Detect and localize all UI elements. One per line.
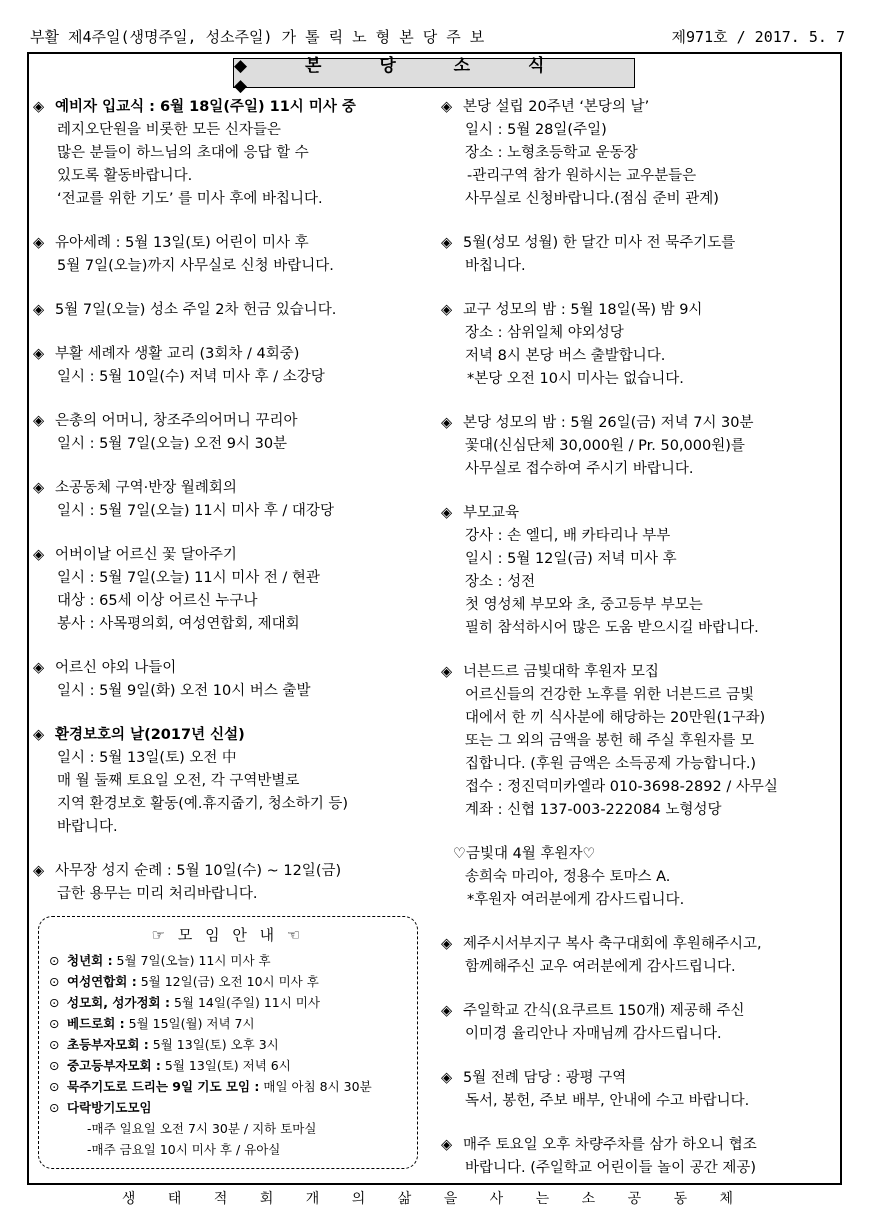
- notice-head: [33, 657, 433, 680]
- notice-line: 꽃대(신심단체 30,000원 / Pr. 50,000원)를: [465, 438, 745, 454]
- notice-line: 집합니다. (후원 금액은 소득공제 가능합니다.): [465, 756, 757, 772]
- right-notice-5: [441, 661, 836, 822]
- notice-line: 대에서 한 끼 식사분에 해당하는 20만원(1구좌): [465, 710, 766, 726]
- diamond-marker-icon: ◈: [33, 346, 45, 362]
- notice-title: 주일학교 간식(요쿠르트 150개) 제공해 주신: [463, 1003, 745, 1019]
- notice-line: 매 월 둘째 토요일 오전, 각 구역반별로: [57, 773, 300, 789]
- circle-bullet-icon: ⊙: [49, 1016, 60, 1031]
- meeting-time: 5월 12일(금) 오전 10시 미사 후: [136, 974, 319, 989]
- meeting-row: [39, 1097, 417, 1118]
- diamond-marker-icon: ◈: [33, 863, 45, 879]
- notice-title: 어버이날 어르신 꽃 달아주기: [55, 547, 237, 563]
- meeting-time: 5월 15일(월) 저녁 7시: [124, 1016, 255, 1031]
- right-notice-9: [441, 1067, 836, 1113]
- meeting-time: 5월 7일(오늘) 11시 미사 후: [112, 953, 271, 968]
- notice-head: [441, 502, 836, 525]
- notice-line: 강사 : 손 엘디, 배 카타리나 부부: [465, 528, 671, 544]
- notice-line: 또는 그 외의 금액을 봉헌 해 주실 후원자를 모: [465, 733, 754, 749]
- notice-title: 어르신 야외 나들이: [55, 660, 177, 676]
- left-notice-9: [33, 860, 433, 906]
- notice-line: 많은 분들이 하느님의 초대에 응답 할 수: [57, 145, 309, 161]
- notice-line: 일시 : 5월 13일(토) 오전 中: [57, 750, 237, 766]
- right-notice-0: [441, 96, 836, 211]
- notice-line: 이미경 율리안나 자매님께 감사드립니다.: [465, 1026, 722, 1042]
- section-title: ◆ 본 당 소 식 ◆: [233, 58, 635, 88]
- diamond-marker-icon: ◈: [441, 1137, 453, 1153]
- notice-line: 일시 : 5월 10일(수) 저녁 미사 후 / 소강당: [57, 369, 325, 385]
- notice-title: 본당 설립 20주년 ‘본당의 날’: [463, 99, 650, 115]
- left-notice-3: [33, 343, 433, 389]
- left-notice-1: [33, 232, 433, 278]
- left-notice-0: [33, 96, 433, 211]
- notice-title: 환경보호의 날(2017년 신설): [55, 727, 245, 743]
- meeting-name: 성모회, 성가정회 :: [67, 995, 170, 1010]
- meeting-name: 청년회 :: [67, 953, 113, 968]
- notice-line: 일시 : 5월 7일(오늘) 11시 미사 후 / 대강당: [57, 503, 334, 519]
- meeting-time: 5월 13일(토) 오후 3시: [148, 1037, 279, 1052]
- bulletin-header: [30, 26, 845, 48]
- notice-line: 첫 영성체 부모와 초, 중고등부 부모는: [465, 597, 703, 613]
- left-notice-4: [33, 410, 433, 456]
- notice-line: ‘전교를 위한 기도’ 를 미사 후에 바칩니다.: [57, 191, 323, 207]
- diamond-marker-icon: ◈: [441, 302, 453, 318]
- meeting-time: 5월 14일(주일) 11시 미사: [169, 995, 320, 1010]
- notice-line: 봉사 : 사목평의회, 여성연합회, 제대회: [57, 616, 300, 632]
- notice-line: 저녁 8시 본당 버스 출발합니다.: [465, 348, 666, 364]
- notice-line: 필히 참석하시어 많은 도움 받으시길 바랍니다.: [465, 620, 759, 636]
- meeting-name: 중고등부자모회 :: [67, 1058, 161, 1073]
- notice-title: 너븐드르 금빛대학 후원자 모집: [463, 664, 659, 680]
- meeting-name: 초등부자모회 :: [67, 1037, 149, 1052]
- notice-line: 계좌 : 신협 137-003-222084 노형성당: [465, 802, 722, 818]
- notice-head: [33, 477, 433, 500]
- notice-line: 장소 : 성전: [465, 574, 536, 590]
- footer-motto: 생 태 적 회 개 의 삶 을 사 는 소 공 동 체: [121, 1191, 748, 1207]
- diamond-marker-icon: ◈: [33, 99, 45, 115]
- notice-line: 장소 : 삼위일체 야외성당: [465, 325, 624, 341]
- meeting-row: [39, 971, 417, 992]
- meeting-row: [39, 1055, 417, 1076]
- notice-title: 유아세례 : 5월 13일(토) 어린이 미사 후: [55, 235, 309, 251]
- left-notice-7: [33, 657, 433, 703]
- meeting-subrow: -매주 일요일 오전 7시 30분 / 지하 토마실: [87, 1121, 317, 1136]
- heart-title: ♡금빛대 4월 후원자♡: [453, 846, 596, 862]
- notice-title: 부모교육: [463, 505, 520, 521]
- notice-title: 5월(성모 성월) 한 달간 미사 전 묵주기도를: [463, 235, 736, 251]
- left-notice-5: [33, 477, 433, 523]
- meeting-row: [39, 950, 417, 971]
- notice-title: 본당 성모의 밤 : 5월 26일(금) 저녁 7시 30분: [463, 415, 754, 431]
- notice-head: [33, 96, 433, 119]
- notice-line: 지역 환경보호 활동(예.휴지줍기, 청소하기 등): [57, 796, 349, 812]
- diamond-marker-icon: ◈: [33, 547, 45, 563]
- meeting-row: [39, 1034, 417, 1055]
- issue-number: 제971호 / 2017. 5. 7: [671, 28, 845, 46]
- circle-bullet-icon: ⊙: [49, 953, 60, 968]
- notice-title: 사무장 성지 순례 : 5월 10일(수) ~ 12일(금): [55, 863, 342, 879]
- meeting-row: [39, 1076, 417, 1097]
- notice-line: 사무실로 신청바랍니다.(점심 준비 관계): [465, 191, 719, 207]
- notice-subline: -관리구역 참가 원하시는 교우분들은: [467, 168, 697, 184]
- notice-head: [33, 724, 433, 747]
- notice-subline: *후원자 여러분에게 감사드립니다.: [467, 892, 685, 908]
- notice-line: 송희숙 마리아, 정용수 토마스 A.: [465, 869, 671, 885]
- notice-line: 5월 7일(오늘)까지 사무실로 신청 바랍니다.: [57, 258, 334, 274]
- meeting-time: 매일 아침 8시 30분: [259, 1079, 372, 1094]
- notice-head: [33, 299, 433, 322]
- notice-line: 사무실로 접수하여 주시기 바랍니다.: [465, 461, 694, 477]
- notice-head: [441, 933, 836, 956]
- meeting-name: 베드로회 :: [67, 1016, 125, 1031]
- circle-bullet-icon: ⊙: [49, 1037, 60, 1052]
- meeting-guide-box: [38, 916, 418, 1169]
- notice-line: 일시 : 5월 28일(주일): [465, 122, 607, 138]
- diamond-marker-icon: ◈: [33, 480, 45, 496]
- right-notice-8: [441, 1000, 836, 1046]
- notice-title: 교구 성모의 밤 : 5월 18일(목) 밤 9시: [463, 302, 703, 318]
- notice-title: 매주 토요일 오후 차량주차를 삼가 하오니 협조: [463, 1137, 757, 1153]
- notice-subline: *본당 오전 10시 미사는 없습니다.: [467, 371, 684, 387]
- diamond-marker-icon: ◈: [33, 302, 45, 318]
- diamond-marker-icon: ◈: [33, 727, 45, 743]
- right-notice-2: [441, 299, 836, 391]
- notice-head: [33, 410, 433, 433]
- circle-bullet-icon: ⊙: [49, 1100, 60, 1115]
- notice-head: [441, 299, 836, 322]
- notice-head: [33, 343, 433, 366]
- diamond-marker-icon: ◈: [441, 235, 453, 251]
- notice-line: 일시 : 5월 7일(오늘) 오전 9시 30분: [57, 436, 288, 452]
- circle-bullet-icon: ⊙: [49, 974, 60, 989]
- meeting-name: 여성연합회 :: [67, 974, 137, 989]
- diamond-marker-icon: ◈: [441, 505, 453, 521]
- diamond-marker-icon: ◈: [441, 936, 453, 952]
- notice-title: 소공동체 구역·반장 월례회의: [55, 480, 237, 496]
- notice-line: 함께해주신 교우 여러분에게 감사드립니다.: [465, 959, 736, 975]
- notice-head: [33, 544, 433, 567]
- meeting-time: 5월 13일(토) 저녁 6시: [160, 1058, 291, 1073]
- diamond-marker-icon: ◈: [441, 415, 453, 431]
- notice-head: [441, 1067, 836, 1090]
- diamond-marker-icon: ◈: [441, 1070, 453, 1086]
- notice-head: [441, 232, 836, 255]
- meeting-name: 묵주기도로 드리는 9일 기도 모임 :: [67, 1079, 260, 1094]
- notice-head: [441, 1000, 836, 1023]
- diamond-marker-icon: ◈: [33, 660, 45, 676]
- notice-line: 대상 : 65세 이상 어르신 누구나: [57, 593, 258, 609]
- right-notice-4: [441, 502, 836, 640]
- right-column: [441, 96, 836, 1201]
- circle-bullet-icon: ⊙: [49, 995, 60, 1010]
- notice-line: 어르신들의 건강한 노후를 위한 너븐드르 금빛: [465, 687, 755, 703]
- right-notice-10: [441, 1134, 836, 1180]
- notice-line: 독서, 봉헌, 주보 배부, 안내에 수고 바랍니다.: [465, 1093, 750, 1109]
- right-notice-6: [441, 843, 836, 912]
- meeting-guide-title: ☞ 모 임 안 내 ☜: [151, 926, 305, 944]
- notice-line: 일시 : 5월 12일(금) 저녁 미사 후: [465, 551, 677, 567]
- notice-head: [441, 96, 836, 119]
- notice-line: 레지오단원을 비롯한 모든 신자들은: [57, 122, 281, 138]
- notice-head: [441, 412, 836, 435]
- notice-head: [441, 661, 836, 684]
- notice-line: 급한 용무는 미리 처리바랍니다.: [57, 886, 258, 902]
- notice-head: [33, 232, 433, 255]
- notice-title: 제주시서부지구 복사 축구대회에 후원해주시고,: [463, 936, 762, 952]
- notice-title: 은총의 어머니, 창조주의어머니 꾸리아: [55, 413, 298, 429]
- left-notice-8: [33, 724, 433, 839]
- notice-line: 바랍니다. (주일학교 어린이들 놀이 공간 제공): [465, 1160, 757, 1176]
- meeting-name: 다락방기도모임: [67, 1100, 152, 1115]
- notice-line: 장소 : 노형초등학교 운동장: [465, 145, 638, 161]
- notice-head: [33, 860, 433, 883]
- notice-head: [441, 1134, 836, 1157]
- left-column: [33, 96, 433, 927]
- left-notice-2: [33, 299, 433, 322]
- meeting-subrow: -매주 금요일 10시 미사 후 / 유아실: [87, 1142, 281, 1157]
- notice-title: 5월 전례 담당 : 광평 구역: [463, 1070, 627, 1086]
- circle-bullet-icon: ⊙: [49, 1058, 60, 1073]
- meeting-row: [39, 992, 417, 1013]
- right-notice-7: [441, 933, 836, 979]
- diamond-marker-icon: ◈: [441, 1003, 453, 1019]
- right-notice-1: [441, 232, 836, 278]
- left-notice-6: [33, 544, 433, 636]
- notice-line: 일시 : 5월 9일(화) 오전 10시 버스 출발: [57, 683, 311, 699]
- diamond-marker-icon: ◈: [33, 235, 45, 251]
- right-notice-3: [441, 412, 836, 481]
- diamond-marker-icon: ◈: [441, 664, 453, 680]
- notice-line: 일시 : 5월 7일(오늘) 11시 미사 전 / 현관: [57, 570, 320, 586]
- notice-title: 예비자 입교식 : 6월 18일(주일) 11시 미사 중: [55, 99, 356, 115]
- notice-line: 있도록 활동바랍니다.: [57, 168, 193, 184]
- notice-title: 부활 세례자 생활 교리 (3회차 / 4회중): [55, 346, 300, 362]
- notice-line: 바칩니다.: [465, 258, 526, 274]
- notice-title: 5월 7일(오늘) 성소 주일 2차 헌금 있습니다.: [55, 302, 337, 318]
- notice-line: 접수 : 정진덕미카엘라 010-3698-2892 / 사무실: [465, 779, 778, 795]
- diamond-marker-icon: ◈: [33, 413, 45, 429]
- diamond-marker-icon: ◈: [441, 99, 453, 115]
- notice-line: 바랍니다.: [57, 819, 118, 835]
- circle-bullet-icon: ⊙: [49, 1079, 60, 1094]
- header-title: 부활 제4주일(생명주일, 성소주일) 가 톨 릭 노 형 본 당 주 보: [30, 28, 485, 46]
- meeting-row: [39, 1013, 417, 1034]
